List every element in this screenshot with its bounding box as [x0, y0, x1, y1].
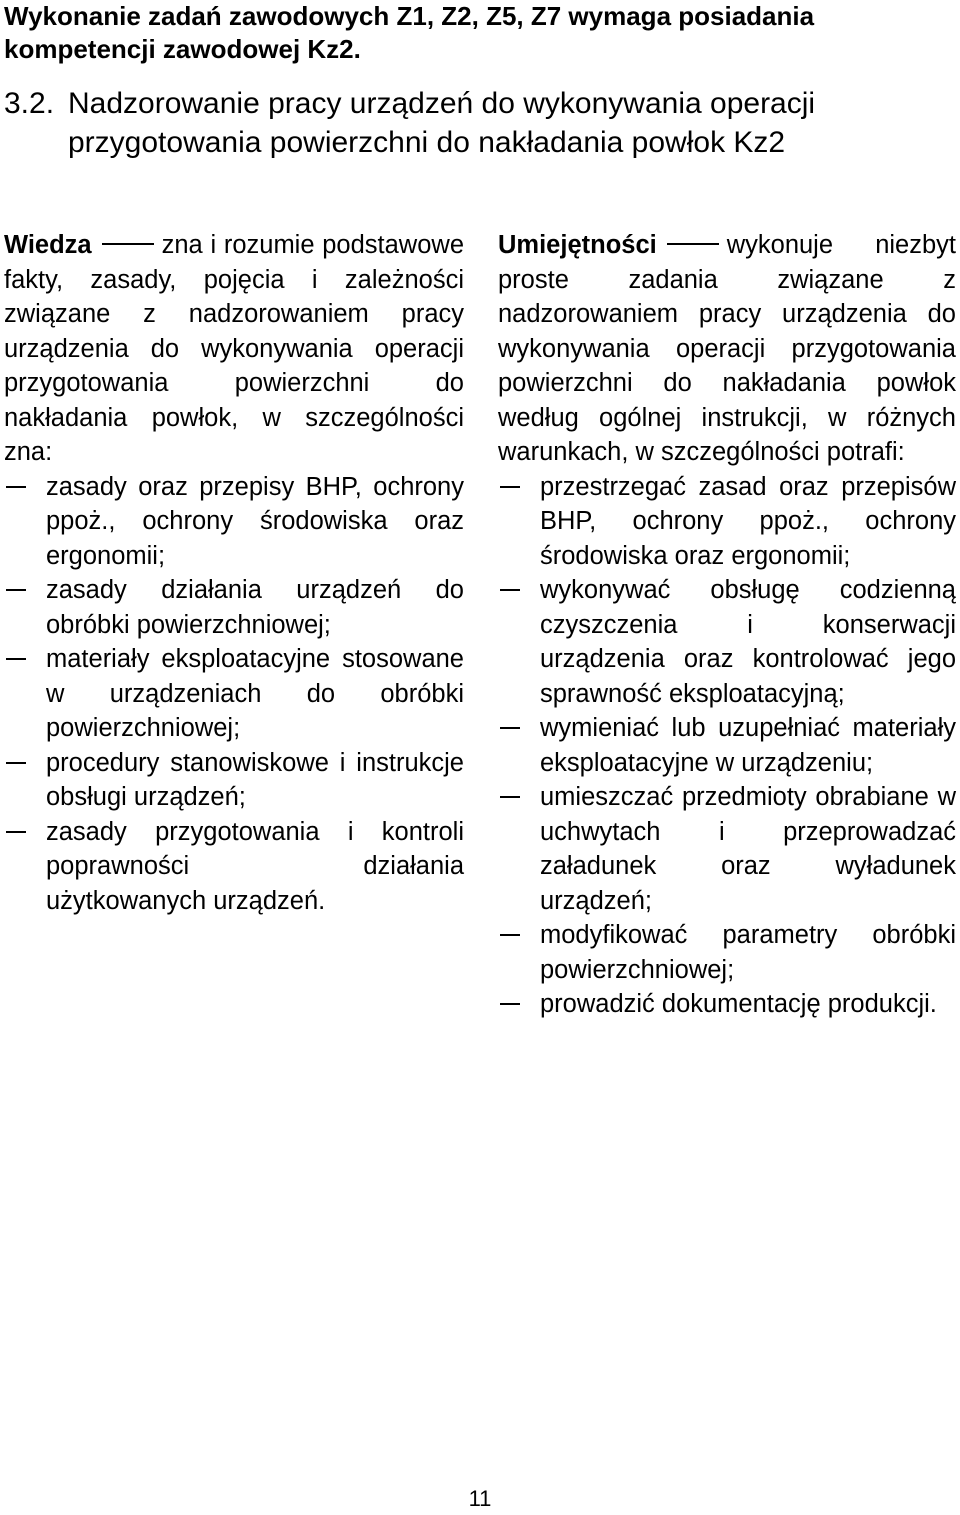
list-item-text: wymieniać lub uzupełniać materiały eksploatacyjne w urządzeniu; — [540, 714, 956, 777]
list-item — [4, 642, 464, 746]
list-item — [498, 711, 956, 780]
dash-bullet-icon — [6, 486, 26, 488]
skills-intro — [498, 228, 956, 470]
list-item — [498, 470, 956, 574]
skills-heading: Umiejętności — [498, 231, 657, 259]
dash-bullet-icon — [500, 934, 520, 936]
dash-bullet-icon — [500, 589, 520, 591]
list-item — [498, 573, 956, 711]
list-item — [498, 987, 956, 1022]
dash-bullet-icon — [6, 589, 26, 591]
list-item — [4, 815, 464, 919]
list-item-text: zasady działania urządzeń do obróbki powierzchniowej; — [46, 576, 464, 639]
dash-bullet-icon — [6, 658, 26, 660]
dash-bullet-icon — [6, 831, 26, 833]
skills-list — [498, 470, 956, 1022]
skills-lead: wykonuje niezbyt proste zadania związane z nadzorowaniem pracy urządzenia do wykonywania operacji przygotowania powierzchni do nakładania powłok według ogólnej instrukcji, w różnych warunkach, w szczególności potrafi: — [498, 231, 956, 466]
list-item-text: prowadzić dokumentację produkcji. — [540, 990, 937, 1018]
page-number: 11 — [468, 1486, 492, 1511]
list-item — [4, 470, 464, 574]
knowledge-intro — [4, 228, 464, 470]
section-number: 3.2. — [4, 87, 55, 120]
list-item-text: zasady przygotowania i kontroli poprawności działania użytkowanych urządzeń. — [46, 817, 464, 915]
dash-bullet-icon — [500, 486, 520, 488]
knowledge-heading: Wiedza — [4, 231, 92, 259]
list-item — [4, 573, 464, 642]
list-item — [498, 780, 956, 918]
dash-separator — [667, 243, 719, 245]
list-item-text: przestrzegać zasad oraz przepisów BHP, ochrony ppoż., ochrony środowiska oraz ergonomii; — [540, 472, 956, 570]
list-item — [498, 918, 956, 987]
dash-bullet-icon — [6, 762, 26, 764]
knowledge-column — [4, 228, 464, 918]
dash-bullet-icon — [500, 796, 520, 798]
dash-separator — [102, 243, 154, 245]
dash-bullet-icon — [500, 1003, 520, 1005]
list-item-text: wykonywać obsługę codzienną czyszczenia i konserwacji urządzenia oraz kontrolować jego sprawność eksploatacyjną; — [540, 576, 956, 708]
knowledge-lead: zna i rozumie podstawowe fakty, zasady, pojęcia i zależności związane z nadzorowaniem pracy urządzenia do wykonywania operacji przygotowania powierzchni do nakładania powłok, w szczególności zna: — [4, 231, 464, 466]
list-item-text: procedury stanowiskowe i instrukcje obsługi urządzeń; — [46, 748, 464, 811]
skills-column — [498, 228, 956, 1022]
intro-paragraph: Wykonanie zadań zawodowych Z1, Z2, Z5, Z7 wymaga posiadania kompetencji zawodowej Kz2. — [4, 1, 815, 64]
section-title: Nadzorowanie pracy urządzeń do wykonywania operacji przygotowania powierzchni do nakładania powłok Kz2 — [68, 87, 816, 159]
list-item-text: materiały eksploatacyjne stosowane w urządzeniach do obróbki powierzchniowej; — [46, 645, 464, 742]
list-item-text: zasady oraz przepisy BHP, ochrony ppoż., ochrony środowiska oraz ergonomii; — [46, 472, 464, 570]
list-item-text: umieszczać przedmioty obrabiane w uchwytach i przeprowadzać załadunek oraz wyładunek urządzeń; — [540, 783, 956, 915]
list-item — [4, 746, 464, 815]
dash-bullet-icon — [500, 727, 520, 729]
knowledge-list — [4, 470, 464, 919]
list-item-text: modyfikować parametry obróbki powierzchniowej; — [540, 921, 956, 984]
